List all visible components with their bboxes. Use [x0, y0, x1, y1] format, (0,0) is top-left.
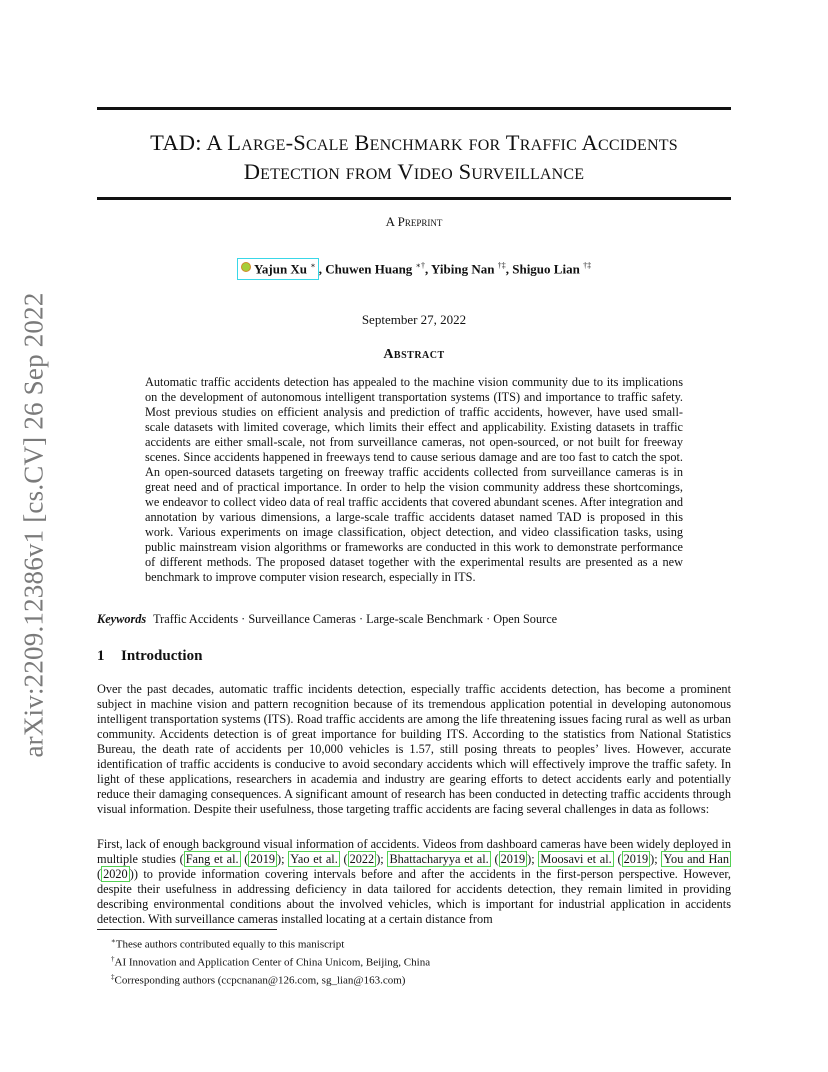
footnote: ∗These authors contributed equally to this maniscript: [111, 937, 345, 951]
author-mark: ∗: [310, 261, 316, 270]
author-mark: ∗†: [415, 261, 425, 270]
citation-year-link[interactable]: 2019: [623, 852, 649, 866]
title-segment: cale: [306, 130, 349, 155]
author-name: Yajun Xu: [253, 261, 308, 277]
author-name: Chuwen Huang: [325, 261, 413, 277]
citation-link[interactable]: You and Han: [663, 852, 730, 866]
title-segment: raffic: [519, 130, 577, 155]
arxiv-identifier: arXiv:2209.12386v1 [cs.CV] 26 Sep 2022: [18, 292, 49, 758]
abstract-heading: Abstract: [383, 347, 445, 362]
title-segment: TAD: A L: [150, 130, 242, 155]
title-line-2: [97, 157, 731, 186]
title-segment: B: [348, 130, 370, 155]
keywords-line: [97, 612, 731, 627]
title-segment: S: [452, 159, 472, 184]
title-bottom-rule: [97, 197, 731, 200]
keywords-label: Keywords: [97, 612, 147, 626]
author-mark: †‡: [497, 261, 506, 270]
title-segment: ccidents: [598, 130, 678, 155]
title-segment: D: [243, 159, 261, 184]
publication-date: September 27, 2022: [361, 312, 467, 327]
citation-year-link[interactable]: 2020: [103, 867, 128, 881]
citation-year-link[interactable]: 2019: [250, 852, 275, 866]
title-segment: ideo: [413, 159, 453, 184]
title-line-1: [97, 128, 731, 157]
author-name: Yibing Nan: [431, 261, 495, 277]
citation-link[interactable]: Fang et al.: [185, 852, 239, 866]
citation-link[interactable]: Bhattacharyya et al.: [389, 852, 489, 866]
arxiv-stamp: [8, 285, 60, 765]
title-top-rule: [97, 107, 731, 110]
footnotes: [111, 934, 731, 988]
section-heading-introduction: [97, 648, 731, 665]
title-segment: etection from: [260, 159, 392, 184]
preprint-label: A Preprint: [385, 214, 443, 229]
footnote: †AI Innovation and Application Center of China Unicom, Beijing, China: [111, 955, 431, 969]
title-segment: -S: [285, 130, 306, 155]
author-list: Yajun Xu ∗ , Chuwen Huang ∗†, Yibing Nan †‡, Shiguo Lian †‡: [97, 258, 731, 280]
paragraph-text: ) to provide information covering intervals before and after the accidents in the first-person perspective. However, despite their usefulness in addressing deficiency in data tailored for accidents detection, they remain limited in providing describing environmental conditions about the involved vehicles, which is important for industrial application in accidents detection. With surveillance cameras installed locating at a certain distance from: [97, 867, 731, 926]
intro-paragraph-1: Over the past decades, automatic traffic incidents detection, especially traffic accidents detection, has become a prominent subject in machine vision and pattern recognition because of its tremendous application potential in developing autonomous intelligent transportation systems (ITS). Road traffic accidents are among the life threatening issues facing rural as well as urban community. Accidents detection is of great importance for building ITS. According to the statistics from National Statistics Bureau, the death rate of accidents per 10,000 vehicles is 1.57, still posing threats to peoples’ lives. However, accurate identification of traffic accidents is conducive to avoid secondary accidents which will effectively improve the traffic safety. In light of these applications, researchers in academia and industry are gearing efforts to detect accidents early and potentially reduce their damaging consequences. A significant amount of research has been conducted in detecting traffic accidents through visual information. Despite their usefulness, those targeting traffic accidents are facing several challenges in data as follows:: [97, 682, 731, 816]
keywords-text: Traffic Accidents · Surveillance Cameras · Large-scale Benchmark · Open Source: [153, 612, 558, 626]
citation-link[interactable]: Moosavi et al.: [540, 852, 612, 866]
paper-title: [97, 128, 731, 186]
title-segment: T: [500, 130, 520, 155]
intro-paragraph-2: First, lack of enough background visual information of accidents. Videos from dashboard cameras have been widely deployed in multiple studies ( Fang et al. ( 2019 ); Yao et al. ( 2022 ); Bhattacharyya et al. ( 2019 ); Moosavi et al. ( 2019 ); You and Han ( 2020 )) to provide information covering intervals before and after the accidents in the first-person perspective. However, despite their usefulness in addressing deficiency in data tailored for accidents detection, they remain limited in providing describing environmental conditions about the involved vehicles, which is important for industrial application in accidents detection. With surveillance cameras installed locating at a certain distance from: [97, 837, 731, 926]
footnote-rule: [97, 929, 277, 930]
abstract-text: Automatic traffic accidents detection has appealed to the machine vision community due to its implications on the development of autonomous intelligent transportation systems (ITS) and importance to traffic safety. Most previous studies on efficient analysis and prediction of traffic accidents, however, have used small-scale datasets with limited coverage, which limits their effect and applicability. Existing datasets in traffic accidents are either small-scale, not from surveillance cameras, not open-sourced, or not built for freeway scenes. Since accidents happened in freeways tend to cause serious damage and are too fast to catch the spot. An open-sourced datasets targeting on freeway traffic accidents collected from surveillance cameras is in great need and of practical importance. In order to help the vision community address these shortcomings, we endeavor to collect video data of real traffic accidents that covered abundant scenes. After integration and annotation by various dimensions, a large-scale traffic accidents dataset named TAD is proposed in this work. Various experiments on image classification, object detection, and video classification tasks, using public mainstream vision algorithms or frameworks are conducted in this work to demonstrate performance of different methods. The proposed dataset together with the experimental results are presented as a new benchmark to improve computer vision research, especially in ITS.: [145, 375, 683, 584]
citation-link[interactable]: Yao et al.: [290, 852, 338, 866]
author-name: Shiguo Lian: [512, 261, 580, 277]
section-number: 1: [97, 648, 105, 664]
section-title: Introduction: [121, 648, 203, 664]
footnote: ‡Corresponding authors (ccpcnanan@126.com, sg_lian@163.com): [111, 973, 406, 987]
title-segment: enchmark for: [369, 130, 501, 155]
orcid-icon: [241, 262, 251, 272]
title-segment: V: [391, 159, 414, 184]
title-segment: arge: [241, 130, 286, 155]
orcid-link[interactable]: [237, 258, 319, 280]
paragraph-text: First, lack of enough background visual information of accidents. Videos from dashboard cameras have been widely deployed in multiple studies (: [97, 837, 731, 866]
citation-year-link[interactable]: 2022: [349, 852, 375, 866]
title-segment: urveillance: [471, 159, 585, 184]
citation-year-link[interactable]: 2019: [500, 852, 526, 866]
author-mark: †‡: [583, 261, 592, 270]
title-segment: A: [576, 130, 598, 155]
